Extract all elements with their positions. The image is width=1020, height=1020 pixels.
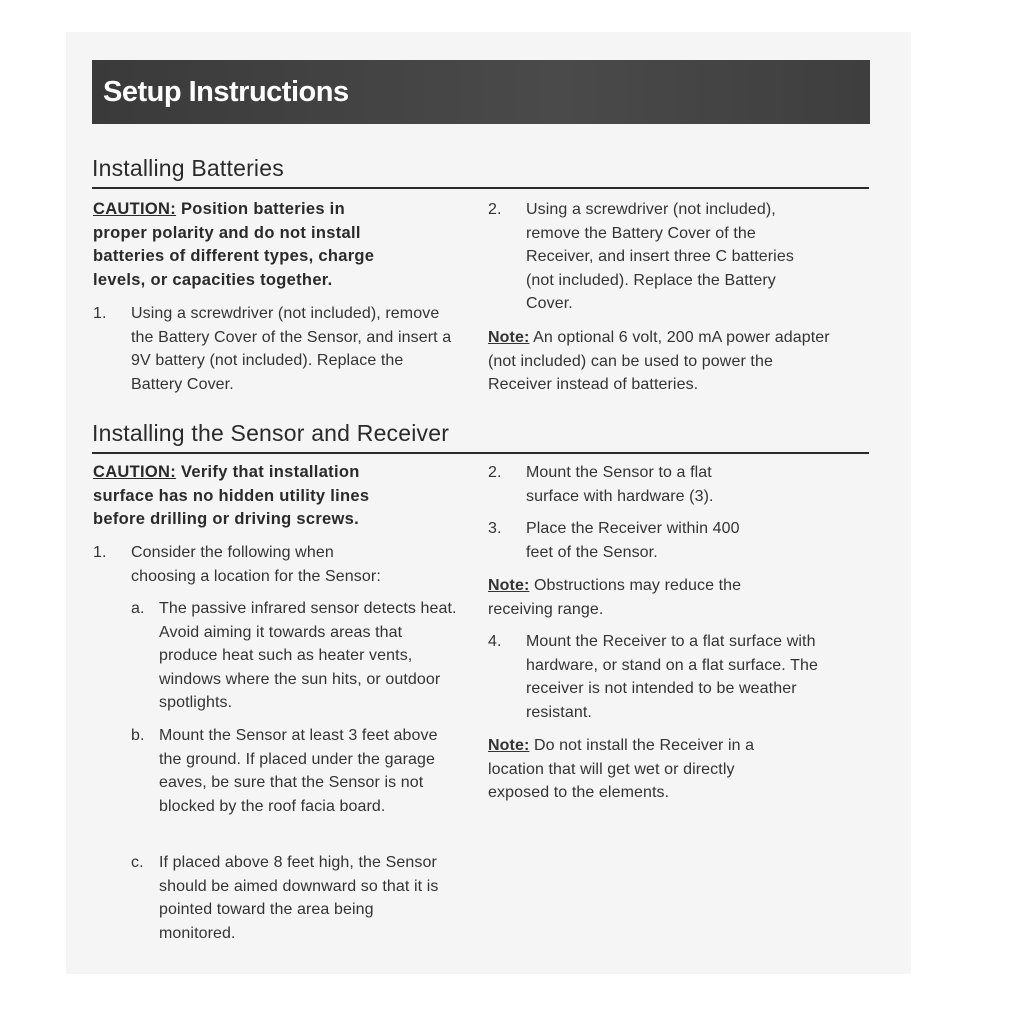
note-text: An optional 6 volt, 200 mA power adapter (not included) can be used to power the Receiver instead of batteries. (488, 329, 830, 393)
batteries-step-2 (488, 198, 833, 316)
sensor-sub-a (131, 597, 471, 715)
note-text: Obstructions may reduce the receiving range. (488, 577, 742, 618)
step-text: Using a screwdriver (not included), remove the Battery Cover of the Receiver, and insert three C batteries (not included). Replace the Battery Cover. (526, 201, 794, 312)
sub-label: c. (131, 854, 144, 871)
batteries-step-1 (93, 302, 463, 396)
step-number: 4. (488, 633, 502, 650)
step-number: 1. (93, 544, 107, 561)
sensor-step-4 (488, 630, 833, 724)
caution-text: Verify that installation surface has no hidden utility lines before drilling or driving screws. (93, 463, 370, 528)
step-number: 2. (488, 201, 502, 218)
sub-label: b. (131, 727, 145, 744)
section-rule (92, 187, 869, 189)
batteries-note (488, 326, 833, 397)
step-text: Mount the Sensor to a flat surface with hardware (3). (526, 464, 714, 505)
step-text: Place the Receiver within 400 feet of the Sensor. (526, 520, 740, 561)
sub-label: a. (131, 600, 145, 617)
caution-text: Position batteries in proper polarity and do not install batteries of different types, charge levels, or capacities together. (93, 200, 375, 289)
step-text: Using a screwdriver (not included), remove the Battery Cover of the Sensor, and insert a 9V battery (not included). Replace the Battery Cover. (131, 305, 452, 393)
batteries-caution (93, 198, 393, 292)
note-label: Note: (488, 737, 530, 754)
sensor-note-1 (488, 574, 778, 621)
section-title-sensor-receiver: Installing the Sensor and Receiver (92, 420, 450, 446)
sensor-sub-b (131, 724, 446, 818)
section-rule (92, 452, 869, 454)
note-text: Do not install the Receiver in a location that will get wet or directly exposed to the elements. (488, 737, 755, 801)
sensor-step-1 (93, 541, 393, 588)
header-banner (92, 60, 870, 124)
page-title: Setup Instructions (103, 76, 349, 108)
section-title-batteries: Installing Batteries (92, 155, 284, 181)
step-number: 1. (93, 305, 107, 322)
sensor-step-2 (488, 461, 788, 508)
sensor-step-3 (488, 517, 788, 564)
sensor-caution (93, 461, 423, 532)
sub-text: Mount the Sensor at least 3 feet above the ground. If placed under the garage eaves, be sure that the Sensor is not blocked by the roof facia board. (159, 727, 438, 815)
sub-text: If placed above 8 feet high, the Sensor should be aimed downward so that it is pointed toward the area being monitored. (159, 854, 439, 942)
caution-label: CAUTION: (93, 463, 177, 481)
sub-text: The passive infrared sensor detects heat. Avoid aiming it towards areas that produce heat such as heater vents, windows where the sun hits, or outdoor spotlights. (159, 600, 457, 711)
step-text: Consider the following when choosing a location for the Sensor: (131, 544, 381, 585)
note-label: Note: (488, 577, 530, 594)
sensor-note-2 (488, 734, 778, 805)
step-number: 3. (488, 520, 502, 537)
step-text: Mount the Receiver to a flat surface with hardware, or stand on a flat surface. The receiver is not intended to be weather resistant. (526, 633, 818, 721)
step-number: 2. (488, 464, 502, 481)
caution-label: CAUTION: (93, 200, 177, 218)
sensor-sub-c (131, 851, 446, 945)
note-label: Note: (488, 329, 530, 346)
